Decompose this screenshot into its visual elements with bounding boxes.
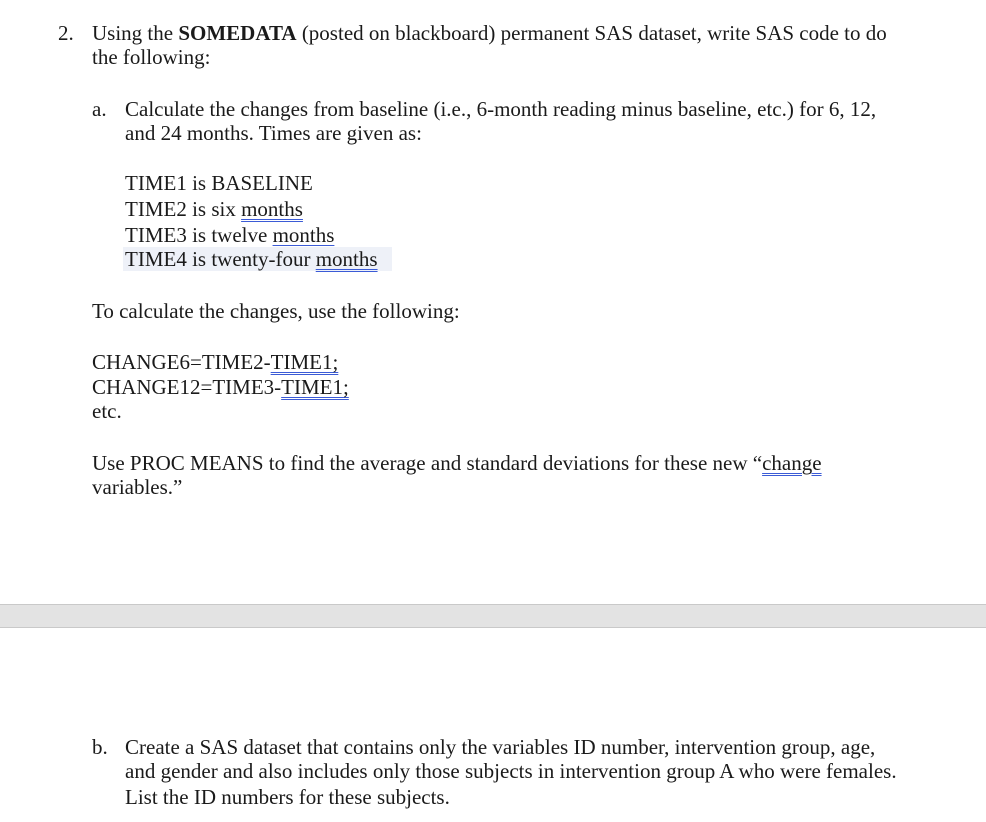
proc-means-line-2: variables.” <box>92 475 183 499</box>
formula-text: CHANGE12=TIME3- <box>92 375 282 399</box>
proc-means-line-1 <box>92 451 822 475</box>
dataset-name: SOMEDATA <box>178 21 297 45</box>
time-text: TIME1 is BASELINE <box>125 171 313 195</box>
time-text: TIME3 is twelve <box>125 223 273 247</box>
part-b-line-2: and gender and also includes only those subjects in intervention group A who were females. <box>125 759 897 783</box>
part-b-line-3: List the ID numbers for these subjects. <box>125 785 450 809</box>
question-intro-line-1 <box>92 21 887 45</box>
part-a-line-1: Calculate the changes from baseline (i.e., 6-month reading minus baseline, etc.) for 6, 12, <box>125 97 877 121</box>
part-a-label: a. <box>92 97 107 121</box>
time-text: TIME4 is twenty-four <box>125 247 316 271</box>
formula-line <box>92 375 349 399</box>
time-definition-selected <box>123 247 392 271</box>
question-number: 2. <box>58 21 74 45</box>
grammar-flagged-word[interactable]: months <box>272 223 335 247</box>
calc-intro: To calculate the changes, use the following: <box>92 299 460 323</box>
time-text: TIME2 is six <box>125 197 242 221</box>
part-b-line-1: Create a SAS dataset that contains only the variables ID number, intervention group, age, <box>125 735 876 759</box>
document-page-2 <box>0 628 986 822</box>
question-intro-line-2: the following: <box>92 45 211 69</box>
grammar-flagged-word[interactable]: months <box>241 197 303 221</box>
intro-text-rest: (posted on blackboard) permanent SAS dataset, write SAS code to do <box>296 21 887 45</box>
proc-text: Use PROC MEANS to find the average and standard deviations for these new “ <box>92 451 763 475</box>
formula-line <box>92 350 338 374</box>
grammar-flagged-word[interactable]: change <box>762 451 822 475</box>
page-break-gap <box>0 604 986 628</box>
grammar-flagged-word[interactable]: months <box>315 247 378 271</box>
time-definition <box>125 223 334 247</box>
time-definition <box>125 171 313 195</box>
part-b-label: b. <box>92 735 108 759</box>
intro-text: Using the <box>92 21 179 45</box>
formula-text: CHANGE6=TIME2- <box>92 350 271 374</box>
time-definition <box>125 197 303 221</box>
grammar-flagged-word[interactable]: TIME1; <box>270 350 339 374</box>
grammar-flagged-word[interactable]: TIME1; <box>281 375 349 399</box>
formula-etc: etc. <box>92 399 122 423</box>
part-a-line-2: and 24 months. Times are given as: <box>125 121 422 145</box>
